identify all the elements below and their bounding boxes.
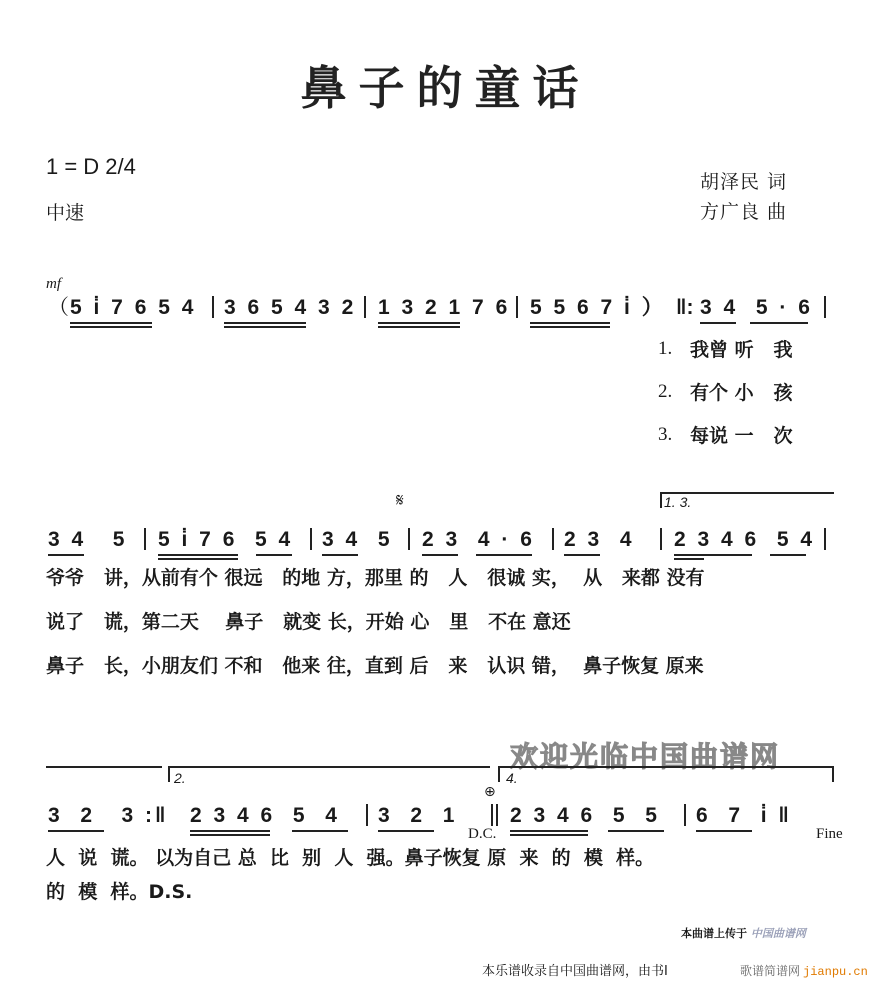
beam-underline <box>158 558 238 560</box>
dynamic-marking: mf <box>46 276 61 292</box>
beam-underline <box>322 554 358 556</box>
volta-bracket <box>498 766 834 782</box>
lyric-line: 鼻子 长，小朋友们 不和 他来 往，直到 后 来 认识 错， 鼻子恢复 原来 <box>46 655 704 677</box>
barline <box>516 296 518 318</box>
measure: 3 2 1 <box>378 804 458 827</box>
beam-underline <box>564 554 600 556</box>
verse-lyric: 有个 小 孩 <box>690 382 793 404</box>
lyricist-credit: 胡泽民 词 <box>700 171 788 193</box>
verse-number: 2. <box>658 381 673 402</box>
barline <box>491 804 493 826</box>
upload-credit <box>681 925 806 941</box>
brand-logo: 中国曲谱网 <box>750 927 806 940</box>
beam-underline <box>750 322 808 324</box>
beam-underline <box>224 322 306 324</box>
measure: 6 7 i̇ ‖ <box>696 804 792 827</box>
barline <box>824 528 826 550</box>
beam-underline <box>510 830 588 832</box>
site-name: 歌谱简谱网 <box>740 964 801 978</box>
score-line-2 <box>0 522 891 562</box>
measure: 5 i̇ 7 6 5 4 <box>158 528 294 551</box>
segno-icon: 𝄋 <box>396 490 404 511</box>
score-line-1 <box>0 276 891 330</box>
measure: 2 3 4 6 5 4 <box>190 804 340 827</box>
beam-underline <box>696 830 752 832</box>
measure: 5 5 6 7 i̇ ） <box>530 296 666 319</box>
volta-label: 4. <box>506 770 518 786</box>
beam-underline <box>700 322 736 324</box>
measure: 2 3 4 · 6 <box>422 528 535 551</box>
beam-underline <box>674 554 752 556</box>
barline <box>824 296 826 318</box>
beam-underline <box>48 830 104 832</box>
lyric-line: 爷爷 讲，从前有个 很远 的地 方，那里 的 人 很诚 实， 从 来都 没有 <box>46 567 705 589</box>
beam-underline <box>770 554 806 556</box>
beam-underline <box>530 326 610 328</box>
open-paren: （ <box>48 296 69 319</box>
measure: 3 4 5 <box>48 528 128 551</box>
verse-lyric: 每说 一 次 <box>690 425 793 447</box>
barline <box>408 528 410 550</box>
beam-underline <box>70 322 152 324</box>
barline <box>364 296 366 318</box>
repeat-start: ‖: <box>676 296 694 319</box>
coda-icon: ⊕ <box>484 784 496 800</box>
key-signature: 1 = D 2/4 <box>46 154 136 179</box>
barline <box>366 804 368 826</box>
measure: 2 3 4 6 5 5 <box>510 804 660 827</box>
beam-underline <box>510 834 588 836</box>
verse-number: 1. <box>658 338 673 359</box>
measure: 5 i̇ 7 6 5 4 <box>70 296 197 319</box>
volta-bracket <box>168 766 490 782</box>
beam-underline <box>190 830 270 832</box>
page-title: 鼻子的童话 <box>300 61 591 115</box>
fine-marking: Fine <box>816 826 843 842</box>
beam-underline <box>378 830 434 832</box>
dc-marking: D.C. <box>468 826 497 842</box>
verse-lyric: 我曾 听 我 <box>690 339 793 361</box>
barline <box>310 528 312 550</box>
collection-note: 本乐谱收录自中国曲谱网，由书I <box>482 964 668 979</box>
measure: 2 3 4 <box>564 528 635 551</box>
composer-credit: 方广良 曲 <box>700 201 788 223</box>
lyric-line: 说了 谎，第二天 鼻子 就变 长，开始 心 里 不在 意还 <box>46 611 571 633</box>
volta-label: 1. 3. <box>664 494 692 510</box>
beam-underline <box>256 554 292 556</box>
site-url[interactable]: jianpu.cn <box>803 965 868 979</box>
measure: 3 4 5 · 6 <box>700 296 813 319</box>
beam-underline <box>224 326 306 328</box>
barline <box>496 804 498 826</box>
beam-underline <box>378 326 460 328</box>
barline <box>212 296 214 318</box>
beam-underline <box>608 830 664 832</box>
volta-line <box>46 766 162 768</box>
barline <box>552 528 554 550</box>
measure: 1 3 2 1 7 6 <box>378 296 511 319</box>
measure: 3 4 5 <box>322 528 393 551</box>
lyric-line: 的 模 样。D.S. <box>46 881 193 903</box>
beam-underline <box>530 322 610 324</box>
lyric-line: 人 说 谎。 以为自己 总 比 别 人 强。鼻子恢复 原 来 的 模 样。 <box>46 847 655 869</box>
site-credit <box>740 962 868 979</box>
barline <box>144 528 146 550</box>
beam-underline <box>70 326 152 328</box>
beam-underline <box>48 554 84 556</box>
beam-underline <box>158 554 238 556</box>
beam-underline <box>292 830 348 832</box>
verse-number: 3. <box>658 424 673 445</box>
barline <box>684 804 686 826</box>
beam-underline <box>476 554 532 556</box>
beam-underline <box>378 322 460 324</box>
beam-underline <box>674 558 704 560</box>
upload-text: 本曲谱上传于 <box>681 927 747 940</box>
score-line-3 <box>0 798 891 838</box>
beam-underline <box>190 834 270 836</box>
beam-underline <box>422 554 458 556</box>
measure: 3 6 5 4 3 2 <box>224 296 357 319</box>
measure: 2 3 4 6 5 4 <box>674 528 816 551</box>
watermark: 欢迎光临中国曲谱网 <box>510 740 781 773</box>
volta-label: 2. <box>174 770 186 786</box>
tempo-marking: 中速 <box>46 202 85 224</box>
measure: 3 2 3 :‖ <box>48 804 169 827</box>
barline <box>660 528 662 550</box>
